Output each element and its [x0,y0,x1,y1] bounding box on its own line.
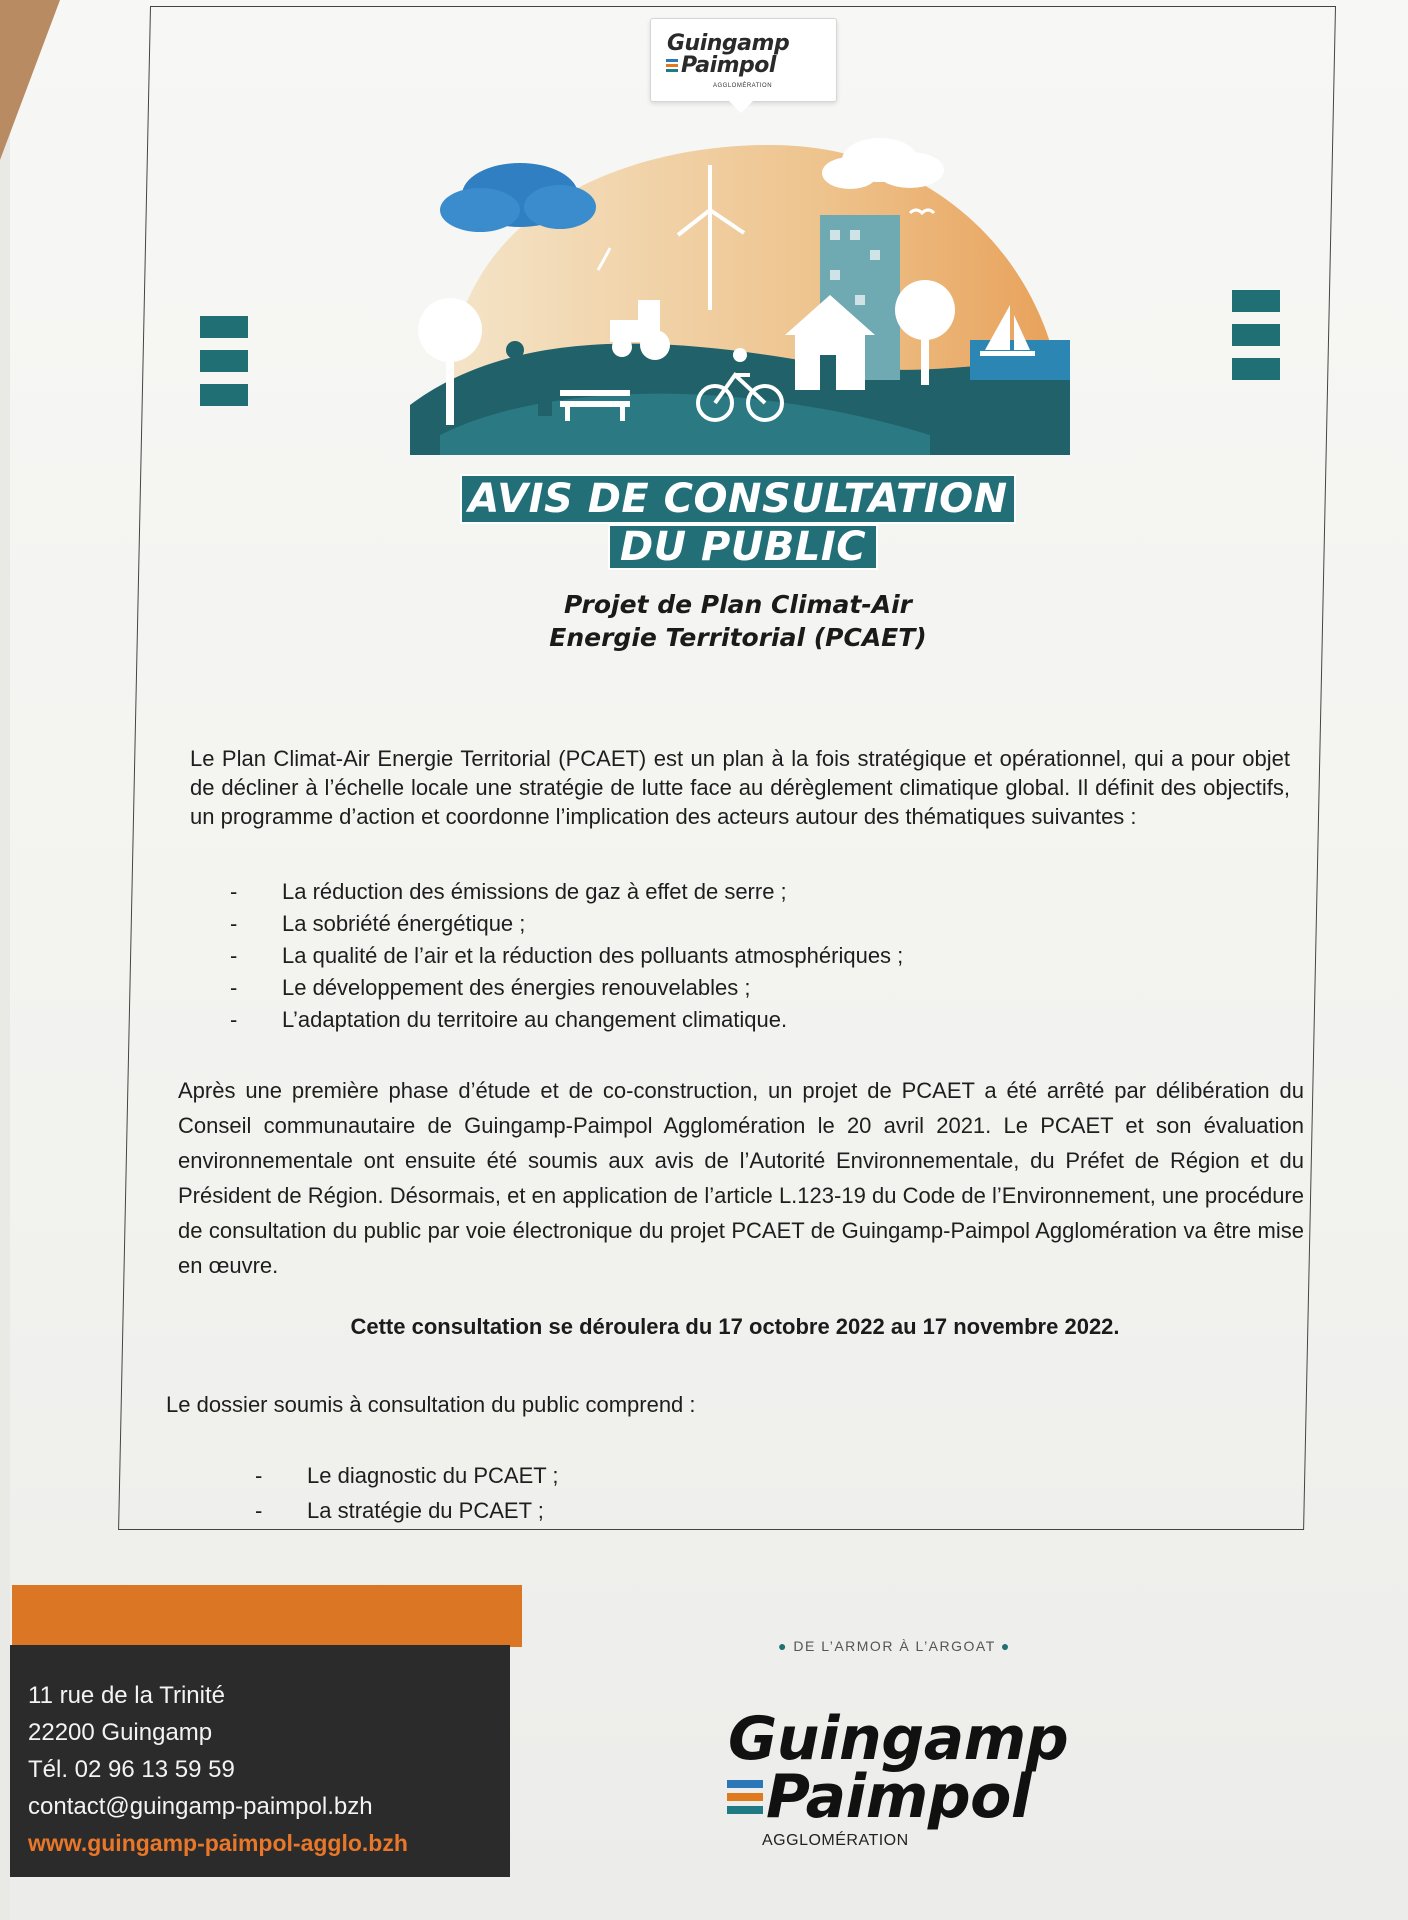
climate-landscape-illustration [410,135,1070,455]
header-logo [650,18,837,102]
list-item: - Le diagnostic du PCAET ; [255,1463,559,1488]
intro-paragraph: Le Plan Climat-Air Energie Territorial (PCAET) est un plan à la fois stratégique et opérationnel, qui a pour objet de décliner à l’échelle locale une stratégie de lutte face au dérèglement climatique global. Il définit des objectifs, un programme d’action et coordonne l’implication des acteurs autour des thématiques suivantes : [190,746,1290,829]
title-line-1: AVIS DE CONSULTATION [460,474,1016,524]
left-decor-bars [200,316,248,418]
dot-icon: ● [778,1638,788,1654]
dossier-list [255,1458,955,1528]
list-item: - La sobriété énergétique ; [230,911,526,936]
logo-stripes-icon [666,59,678,74]
logo-text-guingamp: Guingamp [667,31,790,56]
logo-text-guingamp: Guingamp [728,1704,1069,1774]
procedure-paragraph: Après une première phase d’étude et de co-construction, un projet de PCAET a été arrêté par délibération du Conseil communautaire de Guingamp-Paimpol Agglomération le 20 avril 2021. Le PCAET et son évaluation environnementale ont ensuite été soumis aux avis de l’Autorité Environnementale, du Préfet de Région et du Président de Région. Désormais, et en application de l’article L.123-19 du Code de l’Environnement, une procédure de consultation du public par voie électronique du projet PCAET de Guingamp-Paimpol Agglomération va être mise en œuvre. [178,1078,1304,1278]
website-link[interactable]: www.guingamp-paimpol-agglo.bzh [28,1830,408,1856]
list-item: - La réduction des émissions de gaz à effet de serre ; [230,879,787,904]
cloud-icon [440,163,596,232]
phone-number: Tél. 02 96 13 59 59 [28,1756,235,1783]
address-line-1: 11 rue de la Trinité [28,1682,226,1709]
email-link[interactable]: contact@guingamp-paimpol.bzh [28,1793,373,1820]
cloud-icon [822,138,944,189]
themes-list [230,876,1130,1036]
contact-info [28,1677,408,1862]
title-line-2: DU PUBLIC [608,524,878,570]
list-item: - La stratégie du PCAET ; [255,1498,544,1523]
subtitle-line-1: Projet de Plan Climat-Air [563,590,913,619]
list-item: - La qualité de l’air et la réduction des polluants atmosphériques ; [230,943,904,968]
subtitle-line-2: Energie Territorial (PCAET) [549,623,927,652]
footer-orange-band [12,1585,522,1647]
dot-icon: ● [1000,1638,1011,1654]
logo-stripes-icon [727,1780,763,1819]
logo-text-paimpol: Paimpol [766,1762,1031,1832]
subtitle [460,588,1016,654]
tagline: ● DE L’ARMOR À L’ARGOAT ● [778,1638,1011,1654]
consultation-dates: Cette consultation se déroulera du 17 octobre 2022 au 17 novembre 2022. [350,1314,1120,1339]
address-line-2: 22200 Guingamp [28,1719,213,1746]
logo-text-agglomeration: AGGLOMÉRATION [713,83,773,89]
right-decor-bars [1232,290,1280,392]
list-item: - Le développement des énergies renouvelables ; [230,975,751,1000]
footer-logo [722,1704,1082,1854]
list-item: - L’adaptation du territoire au changement climatique. [230,1007,788,1032]
logo-text-agglomeration: AGGLOMÉRATION [762,1832,909,1849]
logo-text-paimpol: Paimpol [681,53,776,78]
dossier-intro: Le dossier soumis à consultation du public comprend : [166,1392,696,1417]
